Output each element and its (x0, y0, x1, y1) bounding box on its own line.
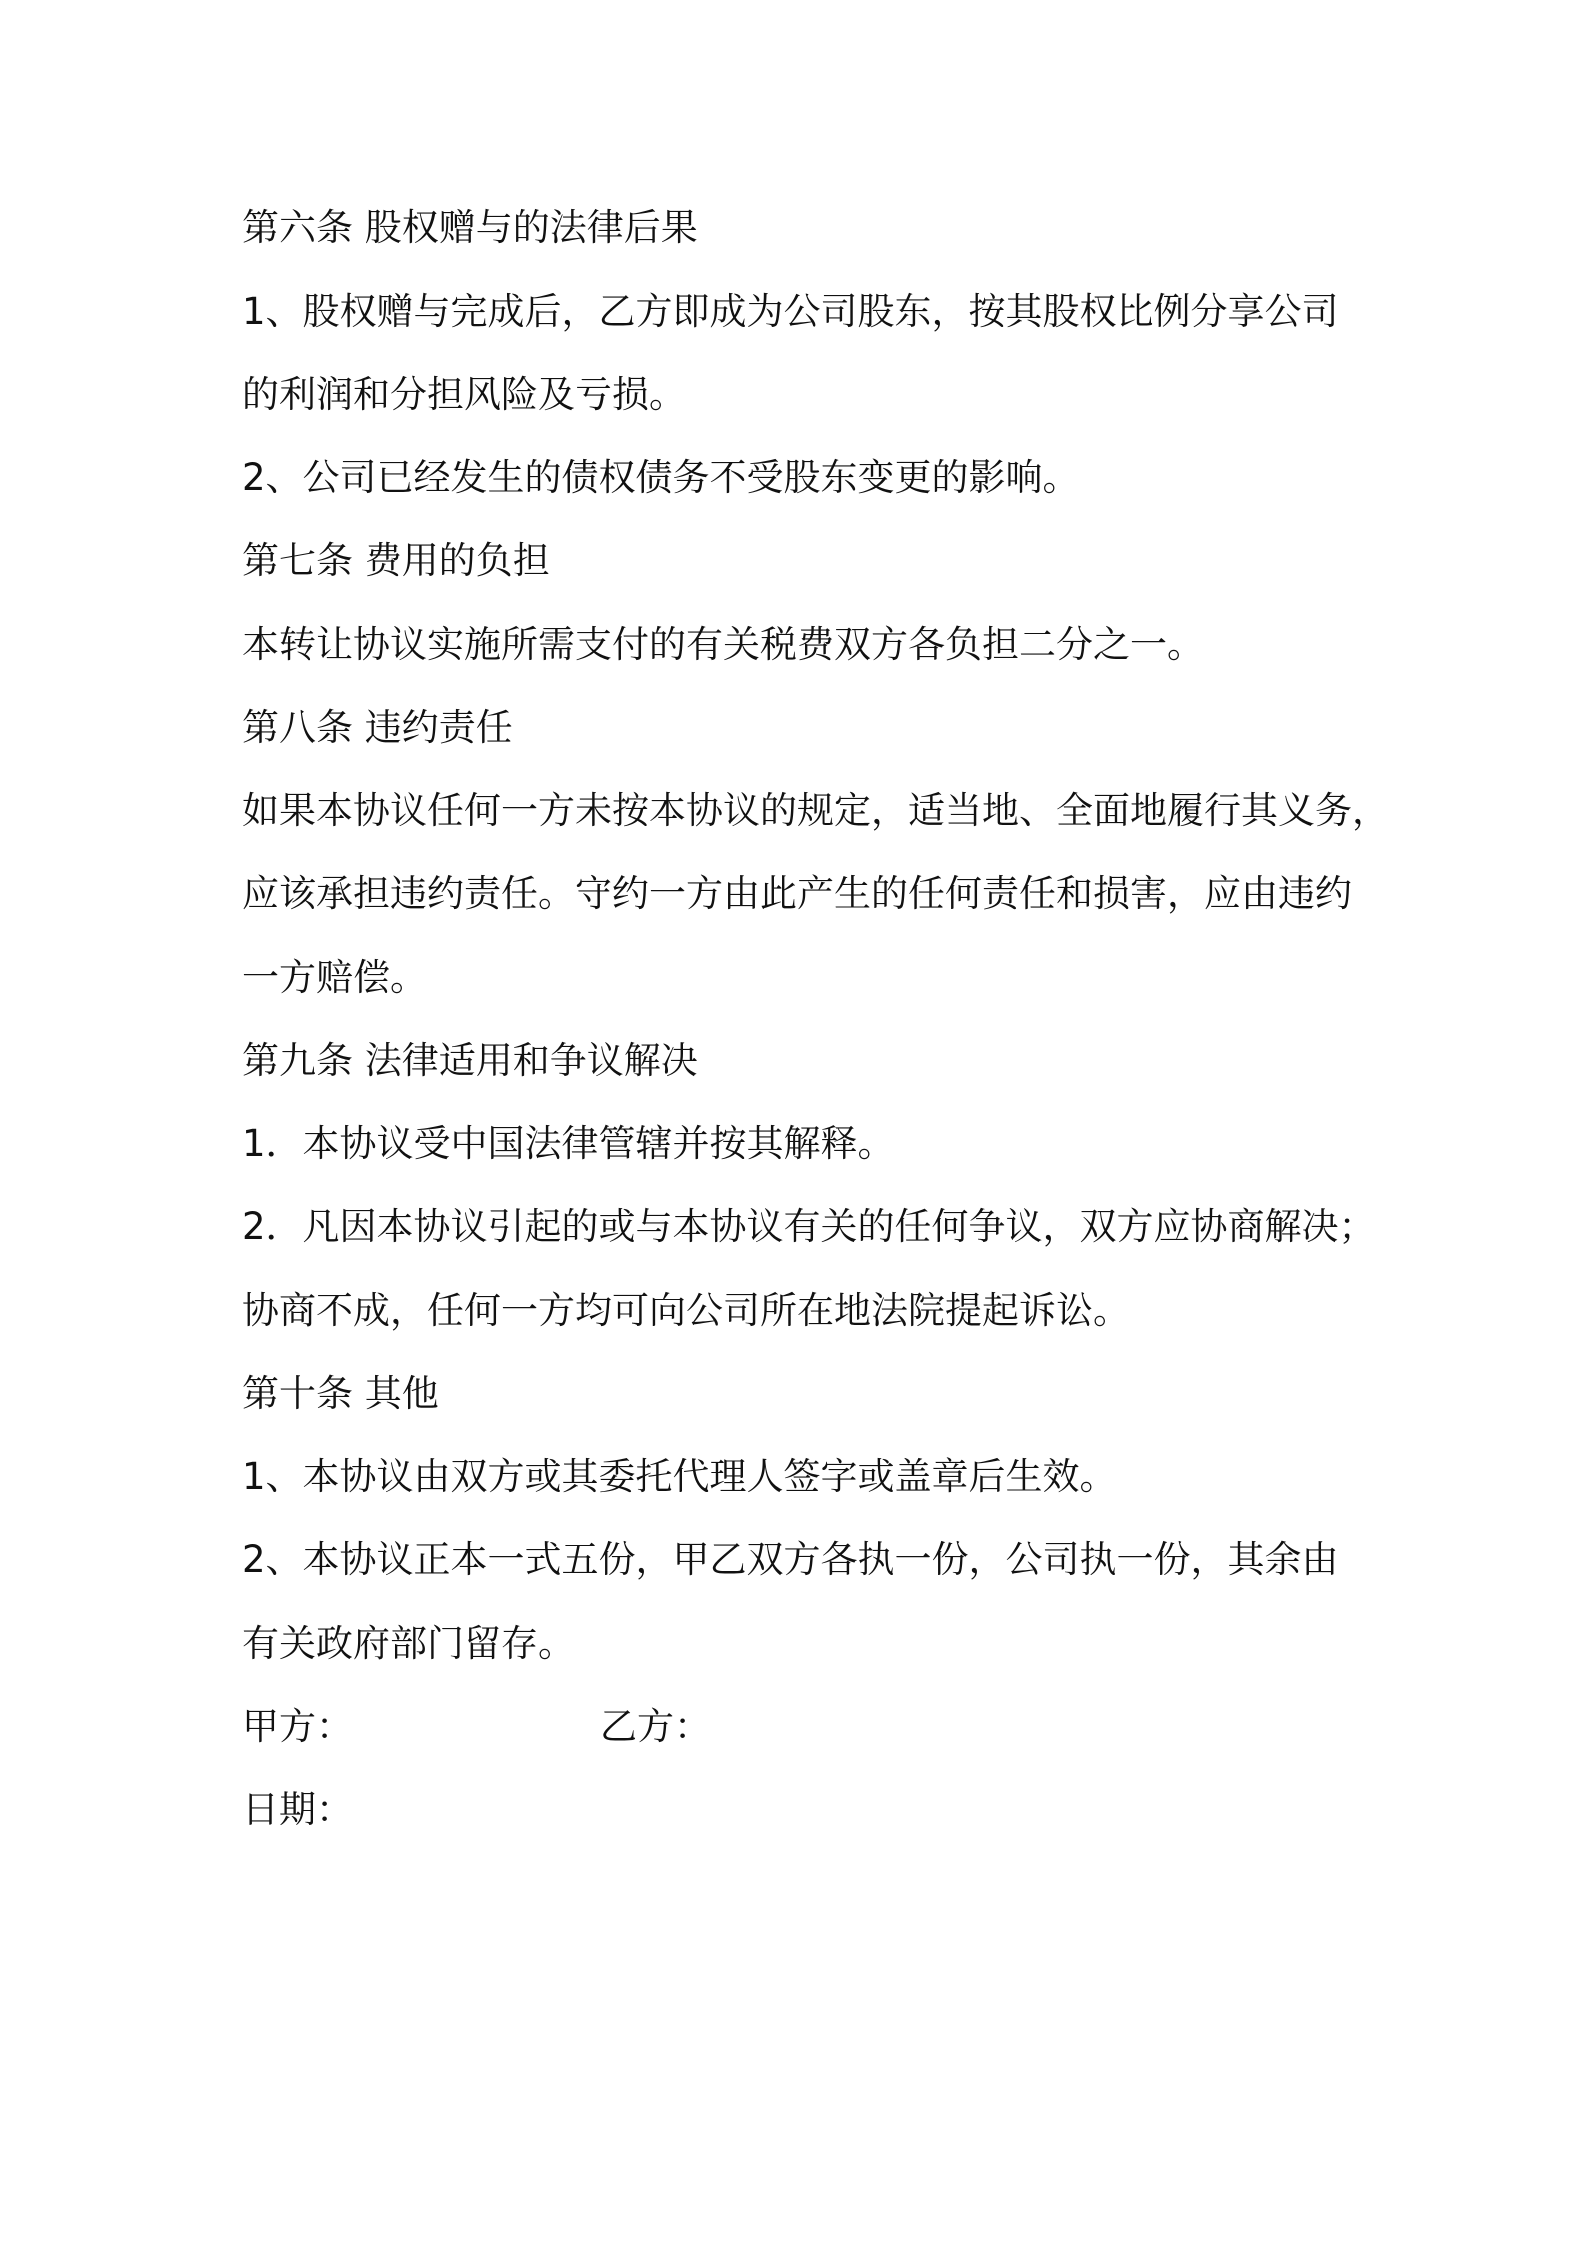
article-6-clause-2: 2、公司已经发生的债权债务不受股东变更的影响。 (242, 456, 1080, 499)
article-6-heading: 第六条 股权赠与的法律后果 (242, 206, 698, 249)
article-8-heading: 第八条 违约责任 (242, 706, 513, 749)
article-10-heading: 第十条 其他 (242, 1372, 439, 1415)
article-6-clause-1-line-1: 1、股权赠与完成后，乙方即成为公司股东，按其股权比例分享公司 (242, 290, 1339, 333)
article-10-clause-2-line-2: 有关政府部门留存。 (242, 1622, 575, 1665)
article-8-clause-line-1: 如果本协议任何一方未按本协议的规定，适当地、全面地履行其义务， (242, 789, 1389, 832)
article-9-clause-1: 1．本协议受中国法律管辖并按其解释。 (242, 1122, 895, 1165)
article-7-clause: 本转让协议实施所需支付的有关税费双方各负担二分之一。 (242, 623, 1204, 666)
article-7-heading: 第七条 费用的负担 (242, 539, 550, 582)
article-9-heading: 第九条 法律适用和争议解决 (242, 1039, 698, 1082)
date-label: 日期： (242, 1788, 353, 1831)
article-6-clause-1-line-2: 的利润和分担风险及亏损。 (242, 373, 686, 416)
article-9-clause-2-line-1: 2．凡因本协议引起的或与本协议有关的任何争议，双方应协商解决； (242, 1205, 1376, 1248)
article-8-clause-line-3: 一方赔偿。 (242, 956, 427, 999)
party-b-signature-label: 乙方： (600, 1705, 711, 1748)
article-9-clause-2-line-2: 协商不成，任何一方均可向公司所在地法院提起诉讼。 (242, 1289, 1130, 1332)
party-a-signature-label: 甲方： (242, 1705, 353, 1748)
article-10-clause-2-line-1: 2、本协议正本一式五份，甲乙双方各执一份，公司执一份，其余由 (242, 1538, 1339, 1581)
article-10-clause-1: 1、本协议由双方或其委托代理人签字或盖章后生效。 (242, 1455, 1117, 1498)
article-8-clause-line-2: 应该承担违约责任。守约一方由此产生的任何责任和损害，应由违约 (242, 872, 1352, 915)
